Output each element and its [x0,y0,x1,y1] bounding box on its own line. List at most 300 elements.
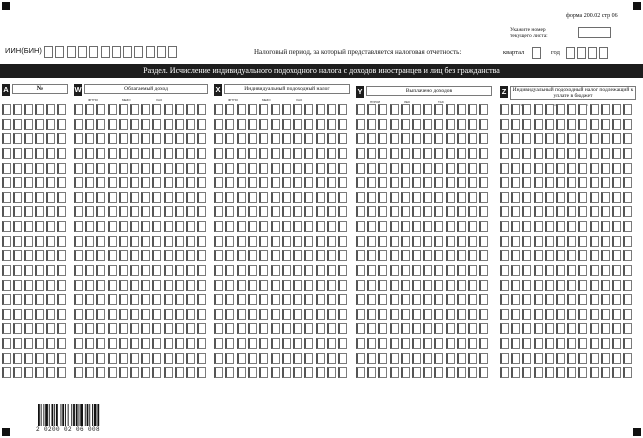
input-cell[interactable] [522,192,531,203]
input-cell[interactable] [590,119,599,130]
input-cell[interactable] [85,177,94,188]
input-cell[interactable] [248,367,257,378]
input-cell[interactable] [46,323,55,334]
input-cell[interactable] [74,236,83,247]
input-cell[interactable] [590,265,599,276]
input-cell[interactable] [119,353,128,364]
input-cell[interactable] [327,104,336,115]
input-cell[interactable] [522,338,531,349]
input-cell[interactable] [164,177,173,188]
input-cell[interactable] [152,265,161,276]
input-cell[interactable] [479,265,488,276]
input-cell[interactable] [623,338,632,349]
input-cell[interactable] [367,163,376,174]
input-cell[interactable] [316,265,325,276]
input-cell[interactable] [293,353,302,364]
input-cell[interactable] [130,148,139,159]
input-cell[interactable] [35,148,44,159]
input-cell[interactable] [590,192,599,203]
input-cell[interactable] [500,177,509,188]
input-cell[interactable] [412,338,421,349]
input-cell[interactable] [2,206,11,217]
input-cell[interactable] [24,353,33,364]
input-cell[interactable] [259,338,268,349]
input-cell[interactable] [164,221,173,232]
input-cell[interactable] [511,177,520,188]
input-cell[interactable] [601,338,610,349]
input-cell[interactable] [522,353,531,364]
input-cell[interactable] [412,221,421,232]
input-cell[interactable] [500,294,509,305]
input-cell[interactable] [401,148,410,159]
input-cell[interactable] [367,323,376,334]
input-cell[interactable] [57,104,66,115]
input-cell[interactable] [468,294,477,305]
input-cell[interactable] [401,236,410,247]
input-cell[interactable] [522,221,531,232]
input-cell[interactable] [556,163,565,174]
input-cell[interactable] [282,133,291,144]
input-cell[interactable] [434,280,443,291]
input-cell[interactable] [567,104,576,115]
input-cell[interactable] [108,265,117,276]
input-cell[interactable] [500,163,509,174]
input-cell[interactable] [119,236,128,247]
input-cell[interactable] [545,104,554,115]
input-cell[interactable] [214,177,223,188]
input-cell[interactable] [282,309,291,320]
input-cell[interactable] [556,119,565,130]
iin-digit-box[interactable] [101,46,110,58]
input-cell[interactable] [214,119,223,130]
input-cell[interactable] [293,367,302,378]
input-cell[interactable] [197,280,206,291]
input-cell[interactable] [197,221,206,232]
input-cell[interactable] [578,119,587,130]
input-cell[interactable] [214,163,223,174]
input-cell[interactable] [2,163,11,174]
input-cell[interactable] [545,309,554,320]
input-cell[interactable] [225,309,234,320]
input-cell[interactable] [522,148,531,159]
input-cell[interactable] [534,192,543,203]
input-cell[interactable] [24,133,33,144]
input-cell[interactable] [225,206,234,217]
input-cell[interactable] [186,280,195,291]
input-cell[interactable] [57,206,66,217]
input-cell[interactable] [13,250,22,261]
input-cell[interactable] [612,104,621,115]
input-cell[interactable] [316,133,325,144]
input-cell[interactable] [35,250,44,261]
input-cell[interactable] [545,133,554,144]
input-cell[interactable] [259,280,268,291]
input-cell[interactable] [511,250,520,261]
input-cell[interactable] [327,148,336,159]
input-cell[interactable] [578,280,587,291]
input-cell[interactable] [119,104,128,115]
input-cell[interactable] [186,367,195,378]
input-cell[interactable] [175,367,184,378]
input-cell[interactable] [35,177,44,188]
input-cell[interactable] [446,338,455,349]
input-cell[interactable] [271,206,280,217]
input-cell[interactable] [316,104,325,115]
input-cell[interactable] [479,133,488,144]
input-cell[interactable] [356,280,365,291]
input-cell[interactable] [412,133,421,144]
input-cell[interactable] [316,250,325,261]
input-cell[interactable] [214,148,223,159]
input-cell[interactable] [623,280,632,291]
input-cell[interactable] [57,177,66,188]
input-cell[interactable] [175,206,184,217]
input-cell[interactable] [390,338,399,349]
input-cell[interactable] [293,250,302,261]
input-cell[interactable] [423,338,432,349]
input-cell[interactable] [356,250,365,261]
input-cell[interactable] [271,104,280,115]
input-cell[interactable] [293,221,302,232]
input-cell[interactable] [152,309,161,320]
input-cell[interactable] [457,236,466,247]
input-cell[interactable] [545,163,554,174]
input-cell[interactable] [108,133,117,144]
input-cell[interactable] [390,221,399,232]
input-cell[interactable] [271,353,280,364]
input-cell[interactable] [612,221,621,232]
input-cell[interactable] [534,177,543,188]
input-cell[interactable] [293,236,302,247]
input-cell[interactable] [186,323,195,334]
input-cell[interactable] [108,338,117,349]
input-cell[interactable] [304,104,313,115]
input-cell[interactable] [423,323,432,334]
input-cell[interactable] [534,119,543,130]
input-cell[interactable] [545,236,554,247]
input-cell[interactable] [511,280,520,291]
input-cell[interactable] [271,265,280,276]
input-cell[interactable] [293,104,302,115]
input-cell[interactable] [35,104,44,115]
input-cell[interactable] [130,250,139,261]
input-cell[interactable] [511,367,520,378]
input-cell[interactable] [423,221,432,232]
input-cell[interactable] [390,280,399,291]
input-cell[interactable] [500,323,509,334]
input-cell[interactable] [152,367,161,378]
input-cell[interactable] [186,177,195,188]
input-cell[interactable] [74,294,83,305]
input-cell[interactable] [511,163,520,174]
input-cell[interactable] [96,250,105,261]
input-cell[interactable] [378,323,387,334]
input-cell[interactable] [164,133,173,144]
input-cell[interactable] [282,353,291,364]
input-cell[interactable] [500,280,509,291]
input-cell[interactable] [96,221,105,232]
input-cell[interactable] [446,221,455,232]
input-cell[interactable] [338,265,347,276]
input-cell[interactable] [237,221,246,232]
input-cell[interactable] [164,367,173,378]
input-cell[interactable] [534,221,543,232]
input-cell[interactable] [108,221,117,232]
input-cell[interactable] [534,250,543,261]
input-cell[interactable] [197,163,206,174]
input-cell[interactable] [601,353,610,364]
input-cell[interactable] [248,294,257,305]
input-cell[interactable] [214,323,223,334]
input-cell[interactable] [367,221,376,232]
input-cell[interactable] [601,104,610,115]
input-cell[interactable] [96,206,105,217]
input-cell[interactable] [601,280,610,291]
input-cell[interactable] [556,323,565,334]
input-cell[interactable] [214,104,223,115]
input-cell[interactable] [567,221,576,232]
input-cell[interactable] [338,206,347,217]
input-cell[interactable] [57,236,66,247]
input-cell[interactable] [57,148,66,159]
input-cell[interactable] [522,250,531,261]
input-cell[interactable] [457,294,466,305]
input-cell[interactable] [175,119,184,130]
input-cell[interactable] [338,163,347,174]
input-cell[interactable] [556,133,565,144]
input-cell[interactable] [282,206,291,217]
input-cell[interactable] [316,206,325,217]
input-cell[interactable] [164,104,173,115]
input-cell[interactable] [338,221,347,232]
input-cell[interactable] [164,250,173,261]
input-cell[interactable] [457,323,466,334]
input-cell[interactable] [434,192,443,203]
input-cell[interactable] [356,206,365,217]
input-cell[interactable] [282,163,291,174]
input-cell[interactable] [119,148,128,159]
input-cell[interactable] [237,309,246,320]
input-cell[interactable] [175,265,184,276]
input-cell[interactable] [457,119,466,130]
input-cell[interactable] [197,338,206,349]
input-cell[interactable] [237,119,246,130]
input-cell[interactable] [446,309,455,320]
input-cell[interactable] [119,280,128,291]
input-cell[interactable] [214,280,223,291]
input-cell[interactable] [46,192,55,203]
input-cell[interactable] [612,309,621,320]
input-cell[interactable] [225,148,234,159]
input-cell[interactable] [304,192,313,203]
input-cell[interactable] [590,221,599,232]
input-cell[interactable] [401,323,410,334]
input-cell[interactable] [545,280,554,291]
input-cell[interactable] [412,280,421,291]
input-cell[interactable] [590,104,599,115]
input-cell[interactable] [96,338,105,349]
input-cell[interactable] [271,280,280,291]
input-cell[interactable] [612,133,621,144]
input-cell[interactable] [271,133,280,144]
input-cell[interactable] [130,119,139,130]
input-cell[interactable] [545,119,554,130]
input-cell[interactable] [186,353,195,364]
input-cell[interactable] [378,250,387,261]
input-cell[interactable] [378,236,387,247]
input-cell[interactable] [500,250,509,261]
input-cell[interactable] [567,353,576,364]
input-cell[interactable] [248,148,257,159]
input-cell[interactable] [511,221,520,232]
input-cell[interactable] [500,133,509,144]
input-cell[interactable] [511,206,520,217]
input-cell[interactable] [2,221,11,232]
input-cell[interactable] [356,192,365,203]
input-cell[interactable] [85,119,94,130]
input-cell[interactable] [46,119,55,130]
input-cell[interactable] [248,250,257,261]
input-cell[interactable] [578,163,587,174]
input-cell[interactable] [197,323,206,334]
input-cell[interactable] [468,221,477,232]
input-cell[interactable] [2,177,11,188]
input-cell[interactable] [590,353,599,364]
input-cell[interactable] [601,192,610,203]
input-cell[interactable] [164,309,173,320]
input-cell[interactable] [327,236,336,247]
input-cell[interactable] [259,206,268,217]
input-cell[interactable] [316,192,325,203]
input-cell[interactable] [623,163,632,174]
input-cell[interactable] [434,148,443,159]
input-cell[interactable] [367,353,376,364]
input-cell[interactable] [57,250,66,261]
input-cell[interactable] [282,119,291,130]
input-cell[interactable] [130,280,139,291]
input-cell[interactable] [511,119,520,130]
input-cell[interactable] [623,353,632,364]
input-cell[interactable] [327,177,336,188]
input-cell[interactable] [545,294,554,305]
input-cell[interactable] [511,236,520,247]
input-cell[interactable] [13,353,22,364]
input-cell[interactable] [13,148,22,159]
input-cell[interactable] [623,309,632,320]
input-cell[interactable] [511,338,520,349]
input-cell[interactable] [390,236,399,247]
input-cell[interactable] [390,353,399,364]
input-cell[interactable] [401,367,410,378]
input-cell[interactable] [293,192,302,203]
input-cell[interactable] [338,177,347,188]
input-cell[interactable] [601,133,610,144]
input-cell[interactable] [367,367,376,378]
input-cell[interactable] [601,309,610,320]
input-cell[interactable] [556,280,565,291]
input-cell[interactable] [446,367,455,378]
input-cell[interactable] [85,250,94,261]
input-cell[interactable] [327,323,336,334]
input-cell[interactable] [152,250,161,261]
input-cell[interactable] [141,236,150,247]
input-cell[interactable] [356,119,365,130]
input-cell[interactable] [304,353,313,364]
input-cell[interactable] [338,323,347,334]
input-cell[interactable] [152,294,161,305]
input-cell[interactable] [378,192,387,203]
input-cell[interactable] [282,177,291,188]
input-cell[interactable] [434,177,443,188]
iin-digit-box[interactable] [78,46,87,58]
input-cell[interactable] [214,353,223,364]
input-cell[interactable] [13,236,22,247]
input-cell[interactable] [225,177,234,188]
input-cell[interactable] [24,163,33,174]
input-cell[interactable] [96,119,105,130]
input-cell[interactable] [141,119,150,130]
input-cell[interactable] [367,133,376,144]
input-cell[interactable] [612,280,621,291]
input-cell[interactable] [304,294,313,305]
input-cell[interactable] [356,353,365,364]
input-cell[interactable] [390,309,399,320]
input-cell[interactable] [225,294,234,305]
input-cell[interactable] [85,294,94,305]
input-cell[interactable] [500,236,509,247]
input-cell[interactable] [46,133,55,144]
input-cell[interactable] [304,148,313,159]
input-cell[interactable] [152,104,161,115]
input-cell[interactable] [457,221,466,232]
input-cell[interactable] [237,236,246,247]
input-cell[interactable] [327,265,336,276]
input-cell[interactable] [590,236,599,247]
input-cell[interactable] [545,353,554,364]
input-cell[interactable] [141,163,150,174]
input-cell[interactable] [601,221,610,232]
input-cell[interactable] [401,265,410,276]
input-cell[interactable] [367,119,376,130]
input-cell[interactable] [271,221,280,232]
input-cell[interactable] [522,309,531,320]
input-cell[interactable] [468,163,477,174]
iin-digit-box[interactable] [55,46,64,58]
input-cell[interactable] [446,323,455,334]
input-cell[interactable] [85,133,94,144]
page-number-field[interactable] [578,27,611,38]
input-cell[interactable] [601,294,610,305]
input-cell[interactable] [434,163,443,174]
input-cell[interactable] [46,265,55,276]
input-cell[interactable] [197,119,206,130]
input-cell[interactable] [401,163,410,174]
input-cell[interactable] [108,353,117,364]
input-cell[interactable] [356,177,365,188]
input-cell[interactable] [434,206,443,217]
input-cell[interactable] [468,148,477,159]
input-cell[interactable] [378,338,387,349]
input-cell[interactable] [338,148,347,159]
input-cell[interactable] [412,236,421,247]
input-cell[interactable] [46,280,55,291]
input-cell[interactable] [390,294,399,305]
input-cell[interactable] [601,367,610,378]
input-cell[interactable] [74,250,83,261]
input-cell[interactable] [479,163,488,174]
input-cell[interactable] [259,104,268,115]
input-cell[interactable] [511,265,520,276]
